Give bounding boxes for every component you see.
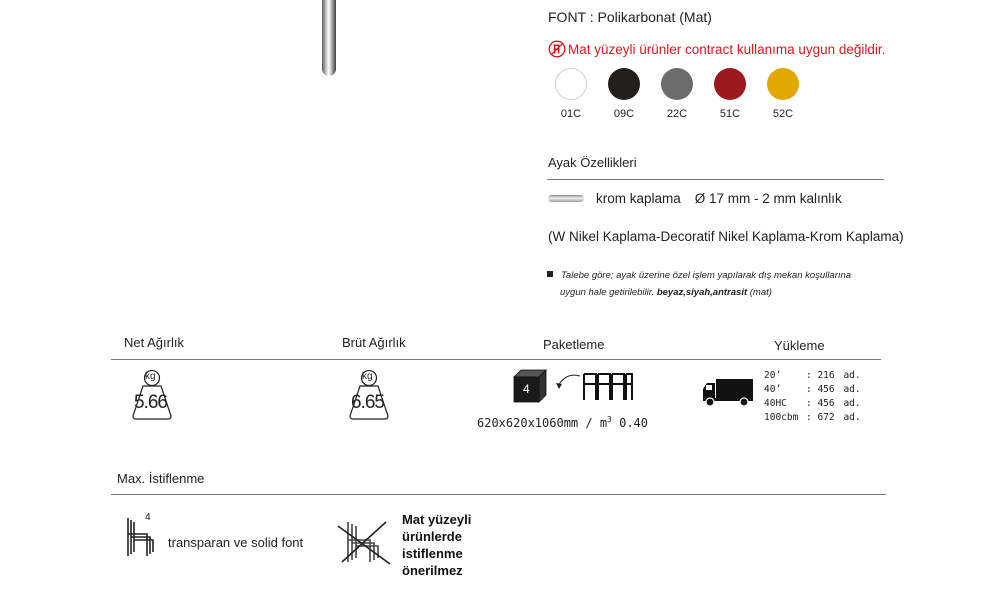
- swatch-dot: [608, 68, 640, 100]
- box-icon: [512, 368, 548, 404]
- loading-table: [764, 369, 861, 425]
- leg-finish-row: [548, 191, 842, 206]
- separator: :: [806, 398, 818, 409]
- stacked-chairs-icon: [554, 370, 634, 404]
- swatch-code: 51C: [719, 108, 741, 120]
- stacking-chair-icon: [125, 516, 157, 560]
- swatch-code: 22C: [666, 108, 688, 120]
- container-unit: ad.: [843, 398, 861, 409]
- net-weight-icon: [131, 370, 173, 420]
- container-unit: ad.: [843, 370, 861, 381]
- container-type: 40HC: [764, 398, 787, 409]
- gross-weight-value: 6.65: [351, 392, 384, 413]
- swatch-51c[interactable]: [705, 68, 755, 120]
- swatch-code: 52C: [772, 108, 794, 120]
- contract-warning: [548, 40, 885, 58]
- note-line: istiflenme: [402, 546, 463, 561]
- container-qty: 456: [817, 384, 835, 395]
- leg-finish: krom kaplama: [596, 191, 681, 206]
- chair-leg-image: [322, 0, 336, 76]
- leg-spec: Ø 17 mm - 2 mm kalınlık: [694, 191, 842, 206]
- gross-weight-label: Brüt Ağırlık: [342, 335, 406, 350]
- leg-features-title: Ayak Özellikleri: [548, 155, 637, 170]
- separator: :: [806, 412, 818, 423]
- note-line: ürünlerde: [402, 529, 462, 544]
- container-type: 20’: [764, 370, 782, 381]
- swatch-code: 09C: [613, 108, 635, 120]
- note-line: Mat yüzeyli: [402, 512, 472, 527]
- material-line: FONT : Polikarbonat (Mat): [548, 9, 712, 25]
- gross-weight-icon: [348, 370, 390, 420]
- leg-features-divider: [547, 179, 884, 180]
- note-line: önerilmez: [402, 563, 463, 578]
- swatch-dot: [555, 68, 587, 100]
- packaging-label: Paketleme: [543, 337, 605, 352]
- bullet-icon: [547, 271, 553, 277]
- truck-icon: [702, 377, 754, 407]
- color-swatches: [546, 68, 811, 120]
- package-volume-unit-sup: 3: [607, 415, 612, 424]
- note-colors: beyaz,siyah,antrasit: [656, 287, 748, 298]
- stacking-text: transparan ve solid font: [168, 535, 304, 550]
- material-label: FONT: [548, 9, 586, 25]
- swatch-code: 01C: [560, 108, 582, 120]
- separator: :: [806, 370, 818, 381]
- net-weight-label: Net Ağırlık: [124, 335, 184, 350]
- container-unit: ad.: [843, 384, 861, 395]
- leg-note: [547, 267, 851, 301]
- swatch-09c[interactable]: [599, 68, 649, 120]
- package-dimensions: [477, 415, 648, 430]
- package-count: 4: [523, 382, 530, 396]
- chrome-pipe-icon: [548, 195, 584, 202]
- package-size: 620x620x1060mm / m: [477, 416, 608, 430]
- note-line-1: Talebe göre; ayak üzerine özel işlem yapılarak dış mekan koşullarına: [561, 270, 852, 281]
- swatch-01c[interactable]: [546, 68, 596, 120]
- no-stacking-icon: [336, 518, 392, 568]
- swatch-dot: [767, 68, 799, 100]
- package-box-icon: [512, 368, 548, 404]
- table-row: [764, 369, 861, 383]
- warning-text: Mat yüzeyli ürünler contract kullanıma uygun değildir.: [568, 41, 886, 57]
- swatch-dot: [661, 68, 693, 100]
- no-stacking-note: [402, 511, 471, 579]
- swatch-22c[interactable]: [652, 68, 702, 120]
- container-qty: 672: [817, 412, 835, 423]
- package-volume: 0.40: [619, 416, 649, 430]
- net-weight-unit: kg: [145, 371, 156, 382]
- loading-label: Yükleme: [774, 338, 825, 353]
- container-unit: ad.: [843, 412, 861, 423]
- container-type: 40’: [764, 384, 782, 395]
- table-row: [764, 397, 861, 411]
- container-type: 100cbm: [764, 412, 799, 423]
- no-contract-icon: [548, 40, 566, 58]
- material-value: Polikarbonat (Mat): [597, 9, 712, 25]
- separator: :: [806, 384, 818, 395]
- table-row: [764, 383, 861, 397]
- leg-plating-options: (W Nikel Kaplama-Decoratif Nikel Kaplama-Krom Kaplama): [548, 229, 904, 244]
- container-qty: 456: [817, 398, 835, 409]
- swatch-52c[interactable]: [758, 68, 808, 120]
- specs-divider: [111, 359, 881, 360]
- stacking-title: Max. İstiflenme: [117, 471, 205, 486]
- net-weight-value: 5.66: [134, 392, 167, 413]
- container-qty: 216: [817, 370, 835, 381]
- stacking-divider: [111, 494, 886, 495]
- gross-weight-unit: kg: [362, 371, 373, 382]
- note-finish: (mat): [749, 287, 772, 298]
- swatch-dot: [714, 68, 746, 100]
- stacking-count: 4: [145, 512, 151, 523]
- note-line-2: uygun hale getirilebilir.: [560, 287, 655, 298]
- table-row: [764, 411, 861, 425]
